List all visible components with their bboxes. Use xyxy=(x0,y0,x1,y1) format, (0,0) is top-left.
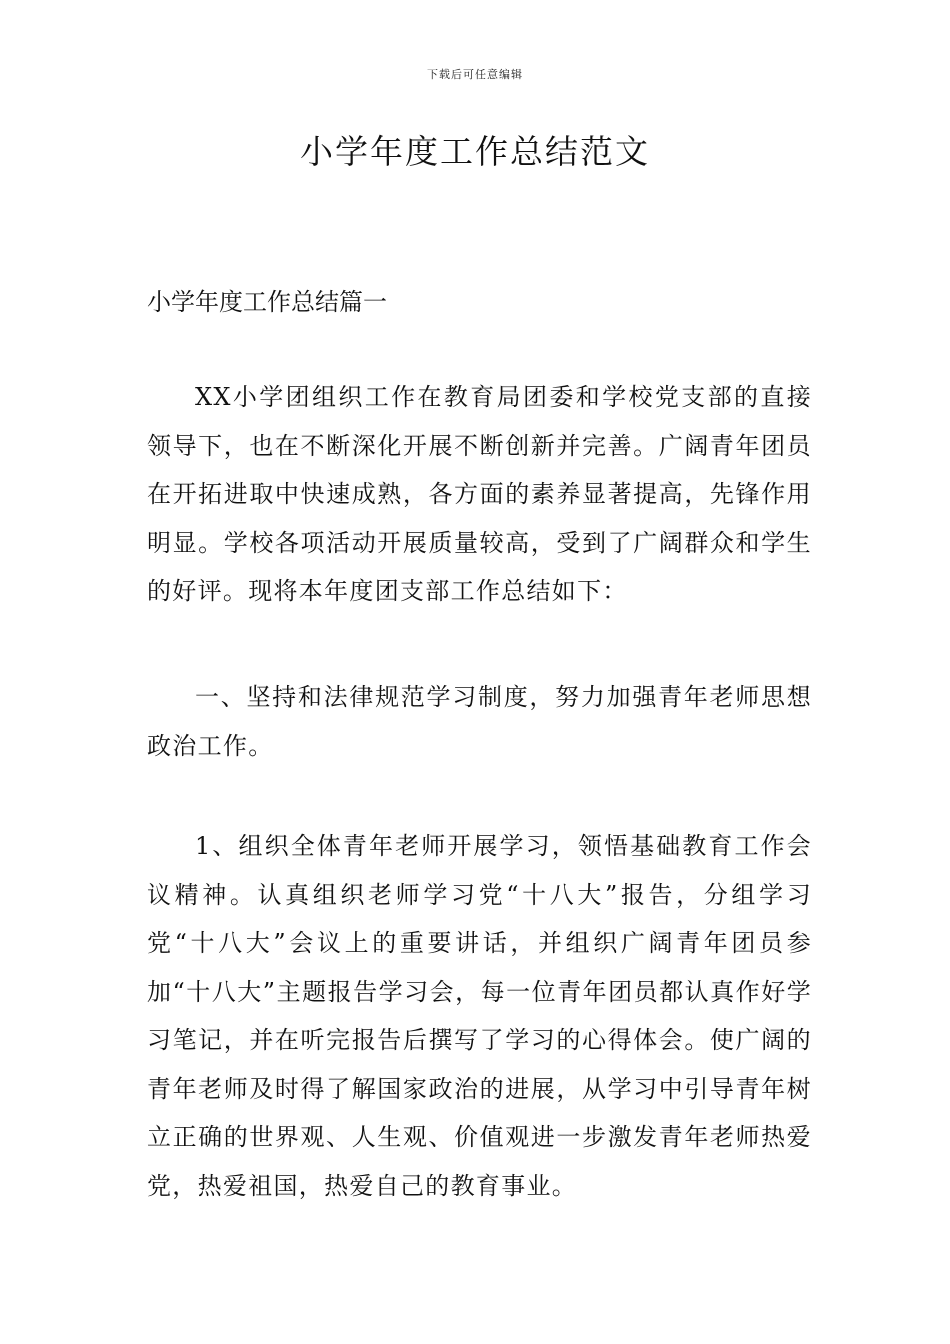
paragraph-section-one: 一、坚持和法律规范学习制度，努力加强青年老师思想政治工作。 xyxy=(147,683,812,760)
paragraph-intro: XX小学团组织工作在教育局团委和学校党支部的直接领导下，也在不断深化开展不断创新并完善。广阔青年团员在开拓进取中快速成熟，各方面的素养显著提高，先锋作用明显。学校各项活动开展质量较高，受到了广阔群众和学生的好评。现将本年度团支部工作总结如下： xyxy=(147,383,812,605)
section-heading: 小学年度工作总结篇一 xyxy=(147,288,387,316)
paragraph-item-one: 1、组织全体青年老师开展学习，领悟基础教育工作会议精神。认真组织老师学习党“十八大”报告，分组学习党“十八大”会议上的重要讲话，并组织广阔青年团员参加“十八大”主题报告学习会，每一位青年团员都认真作好学习笔记，并在听完报告后撰写了学习的心得体会。使广阔的青年老师及时得了解国家政治的进展，从学习中引导青年树立正确的世界观、人生观、价值观进一步激发青年老师热爱党，热爱祖国，热爱自己的教育事业。 xyxy=(147,832,812,1200)
document-title: 小学年度工作总结范文 xyxy=(300,132,650,171)
header-note: 下载后可任意编辑 xyxy=(427,68,523,81)
